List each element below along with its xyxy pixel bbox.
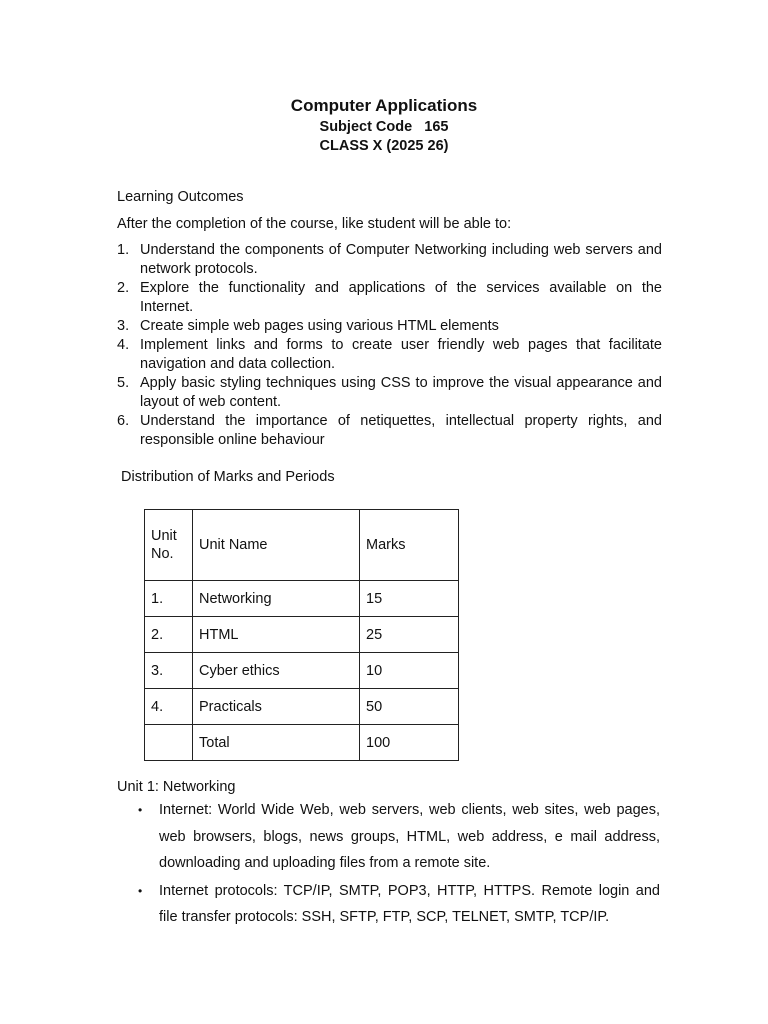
table-cell: Cyber ethics <box>193 653 360 689</box>
list-item-text: Internet protocols: TCP/IP, SMTP, POP3, HTTP, HTTPS. Remote login and file transfer protocols: SSH, SFTP, FTP, SCP, TELNET, SMTP, TCP/IP. <box>159 882 660 925</box>
list-item <box>117 336 662 374</box>
list-item-text: Explore the functionality and applications of the services available on the Internet. <box>140 280 662 315</box>
table-cell: 1. <box>145 581 193 617</box>
list-number: 3. <box>117 318 130 334</box>
unit1-heading: Unit 1: Networking <box>117 779 236 795</box>
list-number: 1. <box>117 242 130 258</box>
list-item-text: Implement links and forms to create user friendly web pages that facilitate navigation and data collection. <box>140 337 662 372</box>
table-cell: 2. <box>145 617 193 653</box>
table-cell: 10 <box>360 653 459 689</box>
table-cell: 100 <box>360 725 459 761</box>
table-cell <box>145 725 193 761</box>
table-cell: 25 <box>360 617 459 653</box>
list-item-text: Internet: World Wide Web, web servers, web clients, web sites, web pages, web browsers, blogs, news groups, HTML, web address, e mail address, downloading and uploading files from a remote site. <box>159 802 660 871</box>
list-item-text: Understand the importance of netiquettes, intellectual property rights, and responsible online behaviour <box>140 413 662 448</box>
list-number: 2. <box>117 280 130 296</box>
table-cell: Total <box>193 725 360 761</box>
document-title: Computer Applications <box>290 96 478 115</box>
bullet-icon: • <box>138 883 143 898</box>
table-row <box>145 689 459 725</box>
subject-code: Subject Code 165 <box>319 119 449 135</box>
list-item <box>117 412 662 450</box>
learning-outcomes-intro: After the completion of the course, like student will be able to: <box>117 216 512 232</box>
list-item <box>117 317 662 336</box>
table-header-row <box>145 510 459 581</box>
table-cell: Networking <box>193 581 360 617</box>
table-row <box>145 653 459 689</box>
table-row <box>145 617 459 653</box>
list-item-text: Understand the components of Computer Networking including web servers and network protocols. <box>140 242 662 277</box>
table-cell: 15 <box>360 581 459 617</box>
list-item <box>138 878 660 931</box>
table-header-cell: Unit No. <box>145 510 193 581</box>
list-item <box>138 797 660 877</box>
learning-outcomes-list <box>117 241 662 450</box>
list-number: 4. <box>117 337 130 353</box>
table-header-cell: Unit Name <box>193 510 360 581</box>
list-item <box>117 374 662 412</box>
list-item-text: Create simple web pages using various HTML elements <box>140 318 499 334</box>
table-cell: 3. <box>145 653 193 689</box>
distribution-heading: Distribution of Marks and Periods <box>121 469 335 485</box>
list-item-text: Apply basic styling techniques using CSS to improve the visual appearance and layout of web content. <box>140 375 662 410</box>
bullet-icon: • <box>138 803 143 817</box>
table-cell: HTML <box>193 617 360 653</box>
list-number: 5. <box>117 375 130 391</box>
learning-outcomes-heading: Learning Outcomes <box>117 189 244 205</box>
list-item <box>117 241 662 279</box>
table-cell: 4. <box>145 689 193 725</box>
list-item <box>117 279 662 317</box>
table-cell: 50 <box>360 689 459 725</box>
table-cell: Practicals <box>193 689 360 725</box>
marks-table <box>144 509 459 761</box>
unit1-topic-list <box>138 797 660 932</box>
table-row <box>145 725 459 761</box>
class-line: CLASS X (2025 26) <box>319 138 449 154</box>
table-header-cell: Marks <box>360 510 459 581</box>
list-number: 6. <box>117 413 130 429</box>
table-row <box>145 581 459 617</box>
